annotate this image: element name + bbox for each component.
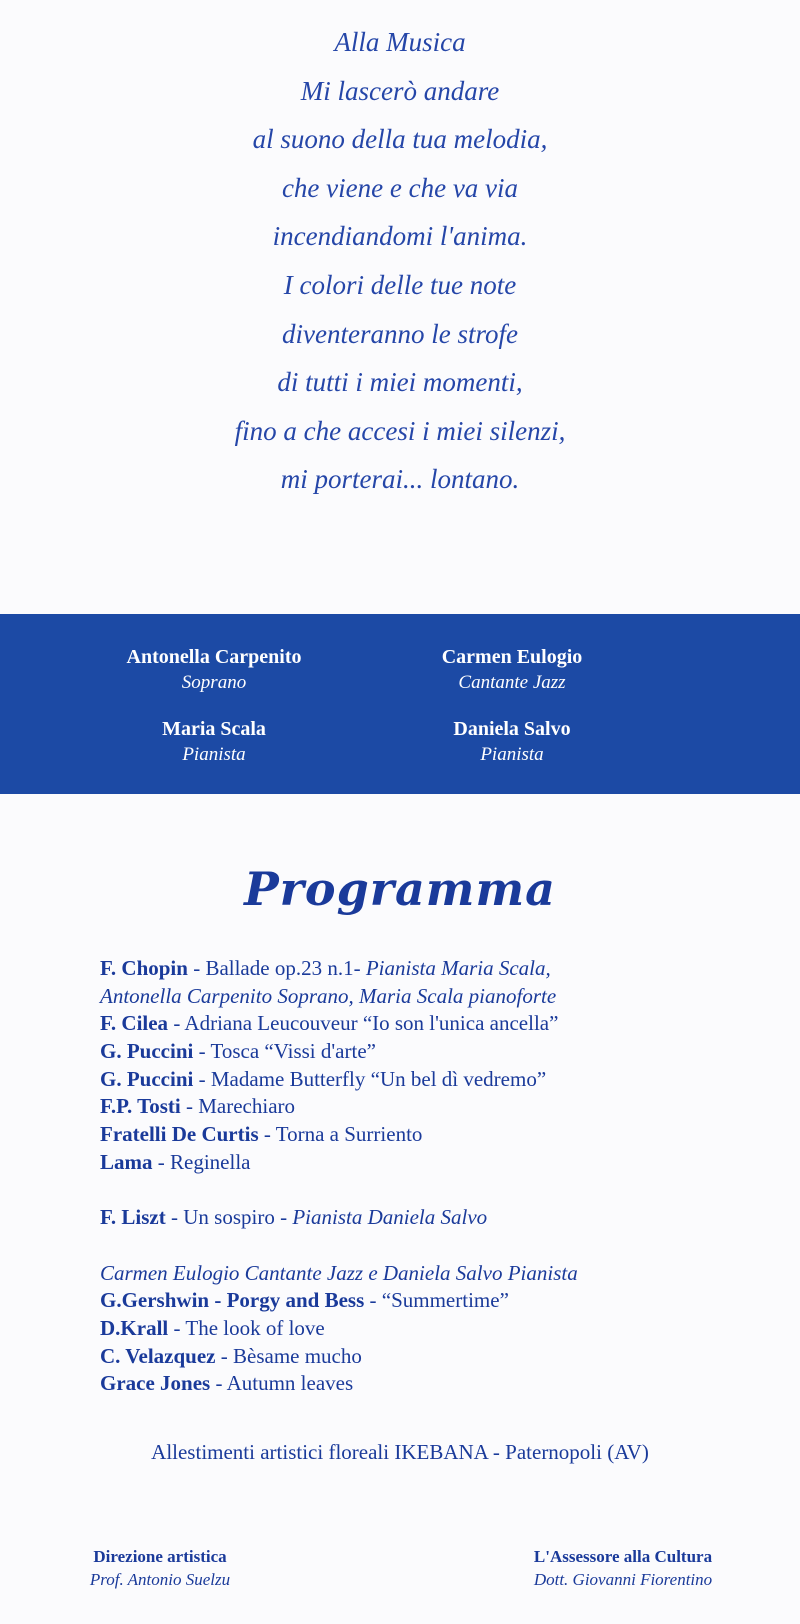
poem-title: Alla Musica <box>334 27 466 57</box>
program-item <box>100 1121 780 1149</box>
poem-line: al suono della tua melodia, <box>252 124 548 155</box>
program-item <box>100 955 780 983</box>
composer: F. Liszt <box>100 1205 166 1230</box>
separator: - <box>210 1371 227 1396</box>
program-list <box>100 955 780 1398</box>
piece: The look of love <box>185 1315 325 1340</box>
piece: Un sospiro - <box>183 1205 293 1230</box>
performers-band <box>0 614 800 794</box>
separator: - <box>364 1288 382 1313</box>
composer: F. Cilea <box>100 1011 169 1036</box>
piece: Adriana Leucouveur “Io son l'unica ancella” <box>184 1011 559 1036</box>
program-item <box>100 1038 780 1066</box>
program-item <box>100 1204 780 1232</box>
separator: - <box>193 1039 211 1064</box>
signature-title: L'Assessore alla Cultura <box>533 1547 713 1566</box>
performer-note: Carmen Eulogio Cantante Jazz e Daniela Salvo Pianista <box>100 1260 578 1285</box>
performer-note: Antonella Carpenito Soprano, Maria Scala pianoforte <box>100 983 557 1008</box>
performer-note: Pianista Daniela Salvo <box>292 1205 488 1230</box>
program-item <box>100 1149 780 1177</box>
separator: - <box>187 956 206 980</box>
performer <box>84 716 344 768</box>
piece: Reginella <box>170 1149 251 1174</box>
composer: Lama <box>100 1149 153 1174</box>
program-item <box>100 1343 780 1371</box>
program-item <box>100 1010 780 1038</box>
separator: - <box>193 1066 211 1091</box>
performer-role: Pianista <box>480 744 544 765</box>
composer: Fratelli De Curtis <box>100 1122 259 1147</box>
signature-name: Prof. Antonio Suelzu <box>89 1570 231 1589</box>
poem <box>0 18 800 504</box>
separator: - <box>258 1122 276 1147</box>
program-spacer <box>100 1177 780 1205</box>
program-item <box>100 1093 780 1121</box>
composer: C. Velazquez <box>100 1343 216 1368</box>
performer <box>382 716 642 768</box>
performer-name: Carmen Eulogio <box>441 646 583 668</box>
poem-line: che viene e che va via <box>281 172 519 203</box>
separator: - <box>215 1343 233 1368</box>
poem-line: di tutti i miei momenti, <box>277 367 523 398</box>
performer-note: Pianista Maria Scala, <box>365 956 551 980</box>
separator: - <box>168 1011 185 1036</box>
program-spacer <box>100 1232 780 1260</box>
performer-name: Daniela Salvo <box>453 718 571 740</box>
composer: G. Puccini <box>100 1066 194 1091</box>
performer <box>382 644 642 696</box>
floral-credit: Allestimenti artistici floreali IKEBANA - Paternopoli (AV) <box>151 1440 649 1464</box>
performer <box>84 644 344 696</box>
program-item <box>100 1315 780 1343</box>
performer-role: Cantante Jazz <box>458 672 566 693</box>
piece: Tosca “Vissi d'arte” <box>210 1039 376 1064</box>
piece: Madame Butterfly “Un bel dì vedremo” <box>210 1066 547 1091</box>
composer: D.Krall <box>100 1315 169 1340</box>
separator: - <box>180 1094 199 1119</box>
signature-name: Dott. Giovanni Fiorentino <box>533 1570 713 1589</box>
piece: Autumn leaves <box>226 1371 354 1396</box>
separator: - <box>152 1149 170 1174</box>
poem-line: fino a che accesi i miei silenzi, <box>234 415 566 446</box>
poem-line: mi porterai... lontano. <box>280 464 520 495</box>
composer: F. Chopin <box>100 956 188 980</box>
signature-left <box>40 1545 280 1591</box>
piece: Torna a Surriento <box>275 1122 423 1147</box>
composer: F.P. Tosti <box>100 1094 181 1119</box>
program-item <box>100 1260 780 1288</box>
performer-role: Soprano <box>181 672 247 693</box>
program-title: Programma <box>244 862 556 916</box>
poem-line: diventeranno le strofe <box>282 318 518 349</box>
signature-title: Direzione artistica <box>93 1547 227 1566</box>
signature-right <box>478 1545 768 1591</box>
piece: Bèsame mucho <box>233 1343 362 1368</box>
piece: Marechiaro <box>198 1094 296 1119</box>
separator: - <box>168 1315 186 1340</box>
performer-role: Pianista <box>182 744 246 765</box>
program-item <box>100 1370 780 1398</box>
program-item <box>100 1287 780 1315</box>
program-item <box>100 983 780 1011</box>
composer: G.Gershwin - Porgy and Bess <box>100 1288 365 1313</box>
performer-name: Maria Scala <box>162 718 266 740</box>
piece: “Summertime” <box>381 1288 509 1313</box>
performer-name: Antonella Carpenito <box>126 646 302 668</box>
separator: - <box>165 1205 184 1230</box>
poem-line: I colori delle tue note <box>283 269 517 300</box>
composer: G. Puccini <box>100 1039 194 1064</box>
program-item <box>100 1066 780 1094</box>
piece: Ballade op.23 n.1- <box>205 956 366 980</box>
poem-line: incendiandomi l'anima. <box>272 221 528 252</box>
composer: Grace Jones <box>100 1371 211 1396</box>
poem-line: Mi lascerò andare <box>300 75 500 106</box>
